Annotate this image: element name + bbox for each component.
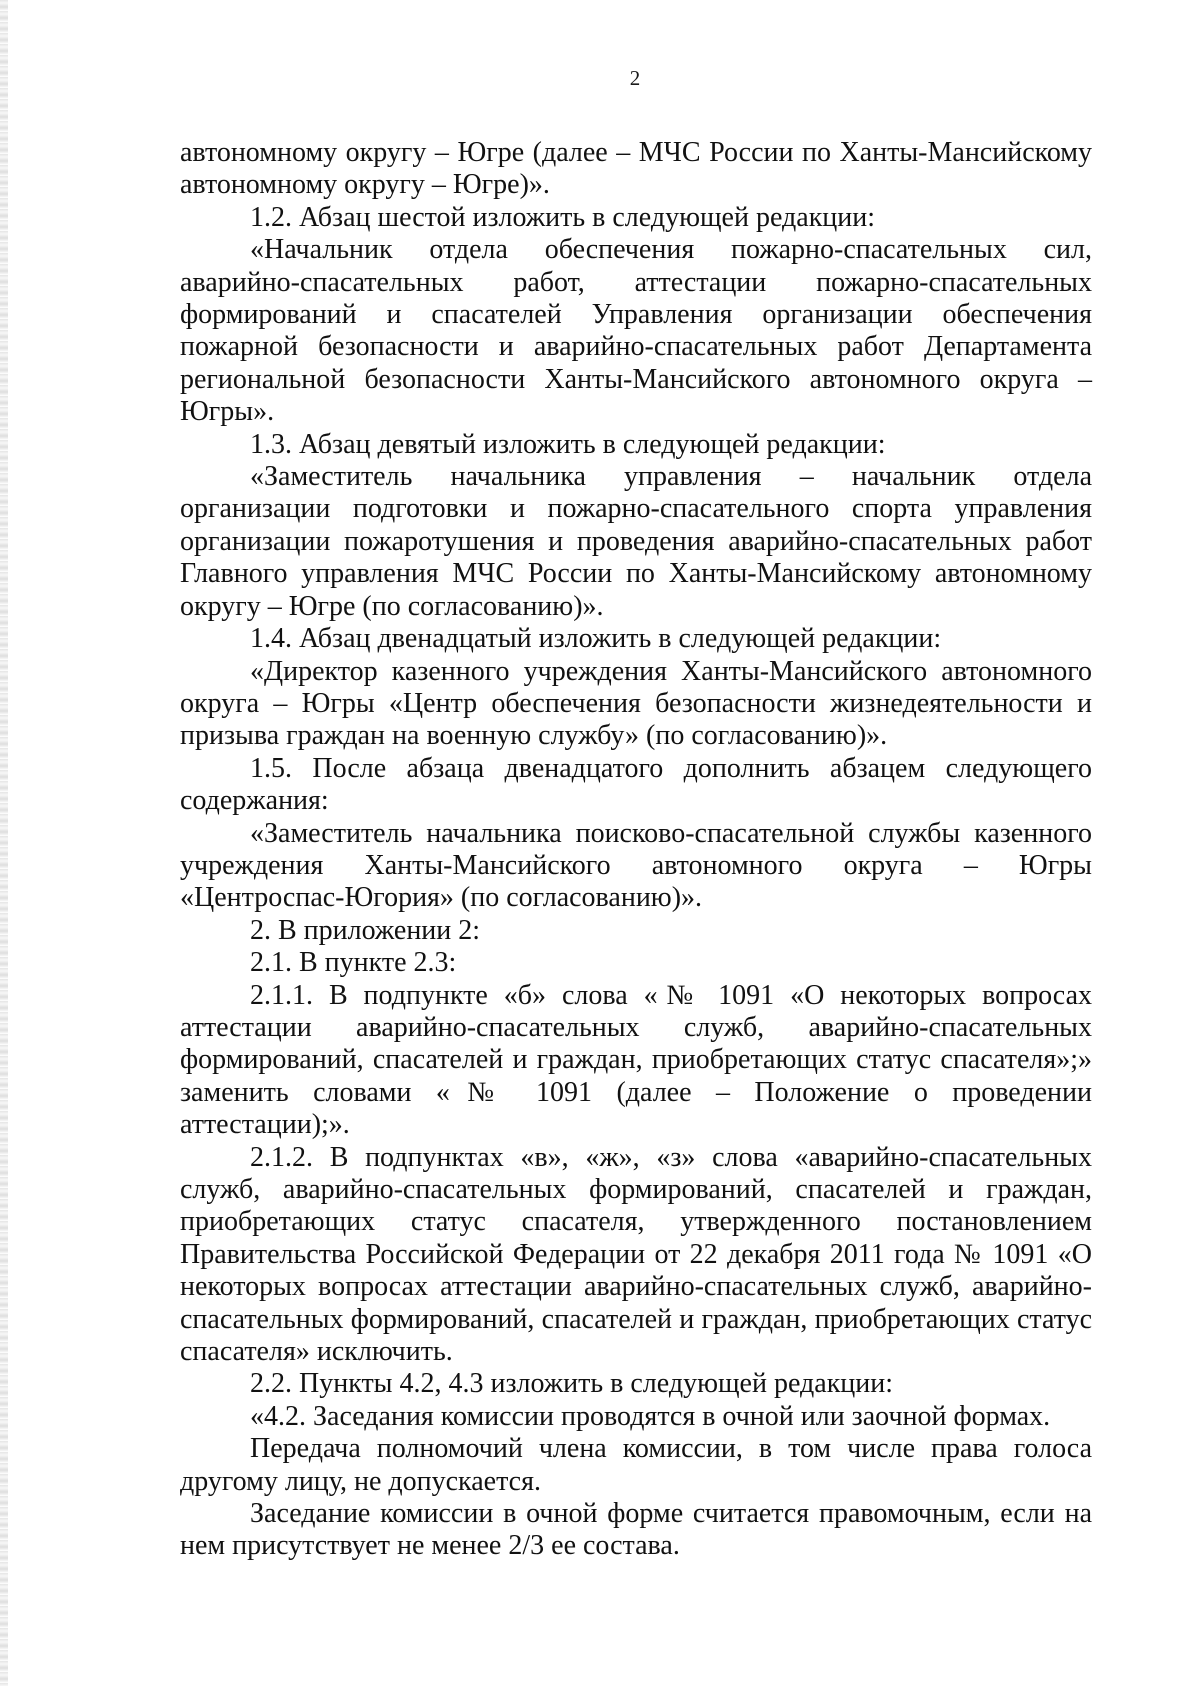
paragraph-quote-1-5: «Заместитель начальника поисково-спасательной службы казенного учреждения Ханты-Мансийского автономного округа – Югры «Центроспас-Югория» (по согласованию)». (180, 817, 1092, 914)
paragraph-quote-1-3: «Заместитель начальника управления – начальник отдела организации подготовки и пожарно-спасательного спорта управления организации пожаротушения и проведения аварийно-спасательных работ Главного управления МЧС России по Ханты-Мансийскому автономному округу – Югре (по согласованию)». (180, 461, 1092, 622)
paragraph-quote-1-2: «Начальник отдела обеспечения пожарно-спасательных сил, аварийно-спасательных работ, аттестации пожарно-спасательных формирований и спасателей Управления организации обеспечения пожарной безопасности и аварийно-спасательных работ Департамента региональной безопасности Ханты-Мансийского автономного округа – Югры». (180, 234, 1092, 428)
paragraph-item-1-3: 1.3. Абзац девятый изложить в следующей редакции: (250, 428, 886, 460)
paragraph-item-1-4: 1.4. Абзац двенадцатый изложить в следующей редакции: (250, 623, 942, 655)
paragraph-quote-4-2: «4.2. Заседания комиссии проводятся в очной или заочной формах. (250, 1400, 1051, 1432)
paragraph-item-2-2: 2.2. Пункты 4.2, 4.3 изложить в следующей редакции: (250, 1368, 894, 1400)
paragraph-item-2-1: 2.1. В пункте 2.3: (250, 947, 457, 979)
document-body (180, 137, 1092, 1563)
paragraph-continuation: автономному округу – Югре (далее – МЧС России по Ханты-Мансийскому автономному округу – Югре)». (180, 137, 1092, 201)
paragraph-item-2-1-2: 2.1.2. В подпунктах «в», «ж», «з» слова «аварийно-спасательных служб, аварийно-спасательных формирований, спасателей и граждан, приобретающих статус спасателя, утвержденного постановлением Правительства Российской Федерации от 22 декабря 2011 года № 1091 «О некоторых вопросах аттестации аварийно-спасательных служб, аварийно-спасательных формирований, спасателей и граждан, приобретающих статус спасателя» исключить. (180, 1141, 1092, 1368)
paragraph-item-1-5: 1.5. После абзаца двенадцатого дополнить абзацем следующего содержания: (180, 752, 1092, 817)
page-number: 2 (629, 66, 641, 90)
paragraph-delegation: Передача полномочий члена комиссии, в том числе права голоса другому лицу, не допускается. (180, 1433, 1092, 1497)
scan-edge-artifact (0, 0, 8, 1686)
paragraph-quote-1-4: «Директор казенного учреждения Ханты-Мансийского автономного округа – Югры «Центр обеспечения безопасности жизнедеятельности и призыва граждан на военную службу» (по согласованию)». (180, 655, 1092, 752)
paragraph-item-2: 2. В приложении 2: (250, 914, 481, 946)
paragraph-item-2-1-1: 2.1.1. В подпункте «б» слова «№ 1091 «О некоторых вопросах аттестации аварийно-спасательных служб, аварийно-спасательных формирований, спасателей и граждан, приобретающих статус спасателя»;» заменить словами «№ 1091 (далее – Положение о проведении аттестации);». (180, 979, 1092, 1141)
paragraph-quorum: Заседание комиссии в очной форме считается правомочным, если на нем присутствует не менее 2/3 ее состава. (180, 1498, 1092, 1562)
paragraph-item-1-2: 1.2. Абзац шестой изложить в следующей редакции: (250, 201, 876, 233)
